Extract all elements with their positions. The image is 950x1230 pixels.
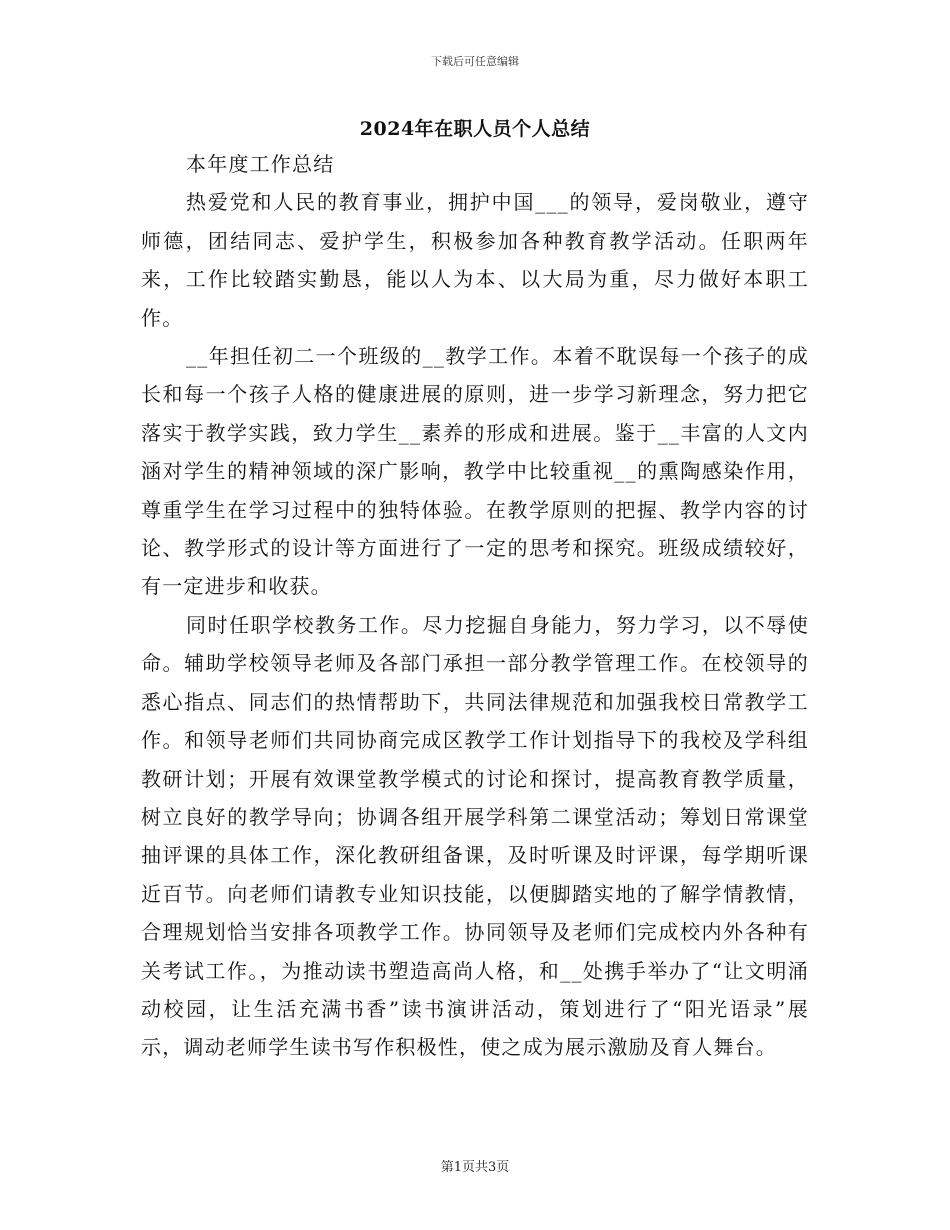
document-body: [141, 145, 809, 1067]
header-note: 下载后可任意编辑: [431, 55, 519, 68]
paragraph-academic-affairs: 同时任职学校教务工作。尽力挖掘自身能力，努力学习，以不辱使命。辅助学校领导老师及各部门承担一部分教学管理工作。在校领导的悉心指点、同志们的热情帮助下，共同法律规范和加强我校日常教学工作。和领导老师们共同协商完成区教学工作计划指导下的我校及学科组教研计划；开展有效课堂教学模式的讨论和探讨，提高教育教学质量，树立良好的教学导向；协调各组开展学科第二课堂活动；筹划日常课堂抽评课的具体工作，深化教研组备课，及时听课及时评课，每学期听课近百节。向老师们请教专业知识技能，以便脚踏实地的了解学情教情，合理规划恰当安排各项教学工作。协同领导及老师们完成校内外各种有关考试工作。，为推动读书塑造高尚人格，和__处携手举办了“让文明涌动校园，让生活充满书香”读书演讲活动，策划进行了“阳光语录”展示，调动老师学生读书写作积极性，使之成为展示激励及育人舞台。: [141, 612, 809, 1060]
paragraph-teaching-work: __年担任初二一个班级的__教学工作。本着不耽误每一个孩子的成长和每一个孩子人格的健康进展的原则，进一步学习新理念，努力把它落实于教学实践，致力学生__素养的形成和进展。鉴于__丰富的人文内涵对学生的精神领域的深广影响，教学中比较重视__的熏陶感染作用，尊重学生在学习过程中的独特体验。在教学原则的把握、教学内容的讨论、教学形式的设计等方面进行了一定的思考和探究。班级成绩较好，有一定进步和收获。: [141, 344, 809, 599]
page-footer: 第1页共3页: [440, 1160, 510, 1175]
document-title: 2024年在职人员个人总结: [359, 118, 591, 140]
section-heading-paragraph: 本年度工作总结: [186, 152, 335, 176]
paragraph-work-attitude: 热爱党和人民的教育事业，拥护中国___的领导，爱岗敬业，遵守师德，团结同志、爱护学生，积极参加各种教育教学活动。任职两年来，工作比较踏实勤恳，能以人为本、以大局为重，尽力做好本职工作。: [141, 190, 809, 330]
